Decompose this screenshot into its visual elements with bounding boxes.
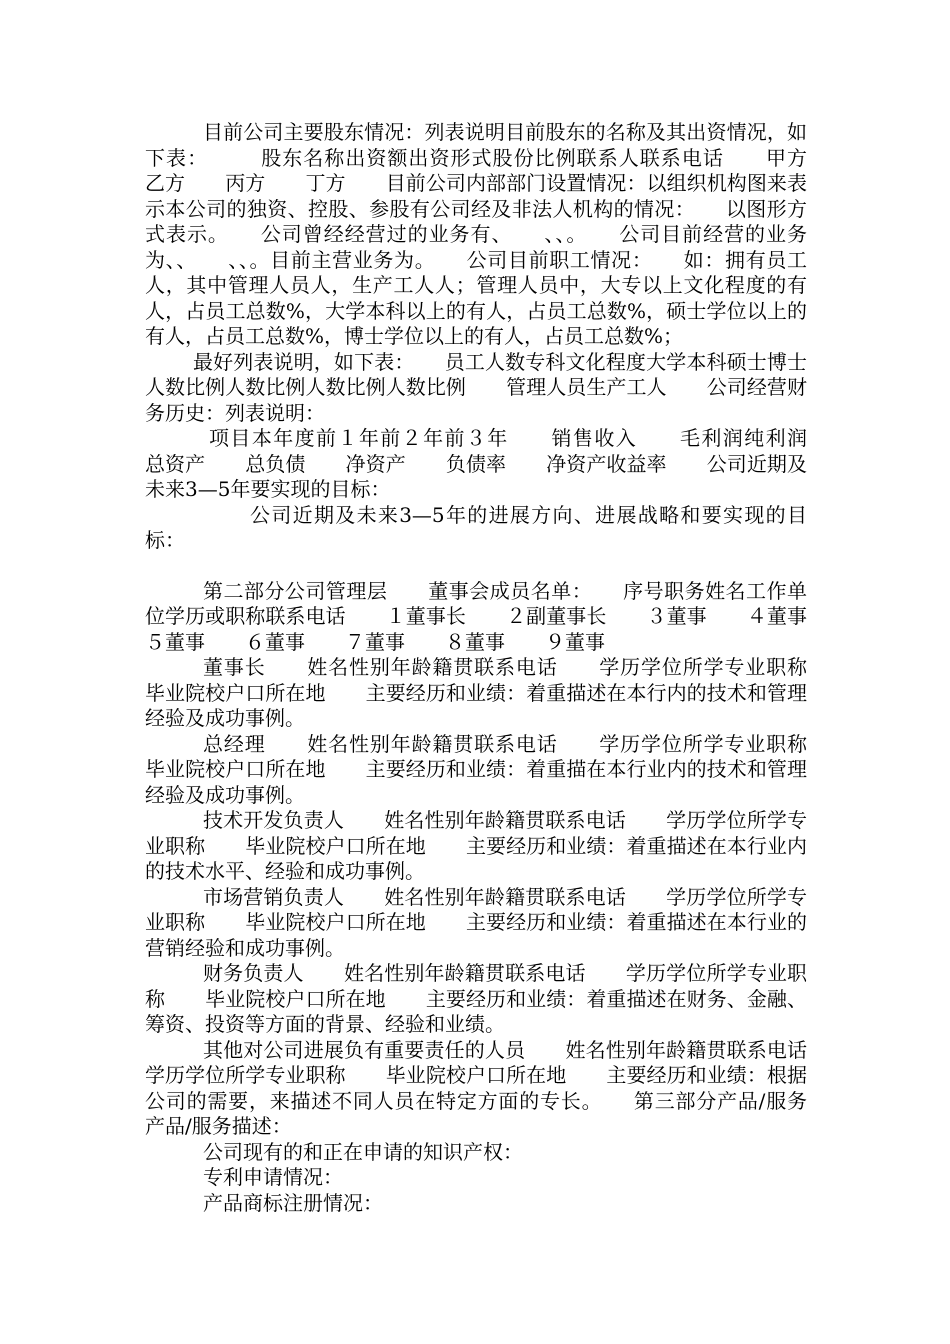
paragraph-shareholders: 目前公司主要股东情况：列表说明目前股东的名称及其出资情况，如下表： 股东名称出资额出资形式股份比例联系人联系电话 甲方 乙方 丙方 丁方 目前公司内部部门设置情况：以组织机构图来表示本公司的独资、控股、参股有公司经及非法人机构的情况： 以图形方式表示。 公司曾经经营过的业务有、 、、。 公司目前经营的业务为、、 、、。目前主营业务为。 公司目前职工情况： 如：拥有员工人，其中管理人员人，生产工人人；管理人员中，大专以上文化程度的有人，占员工总数%，大学本科以上的有人，占员工总数%，硕士学位以上的有人，占员工总数%，博士学位以上的有人，占员工总数%； xyxy=(145,120,847,348)
paragraph-finance-lead: 财务负责人 姓名性别年龄籍贯联系电话 学历学位所学专业职称 毕业院校户口所在地 主要经历和业绩：着重描述在财务、金融、筹资、投资等方面的背景、经验和业绩。 xyxy=(145,961,807,1036)
paragraph-trademark: 产品商标注册情况： xyxy=(203,1190,383,1215)
paragraph-management-section: 第二部分公司管理层 董事会成员名单： 序号职务姓名工作单位学历或职称联系电话 １董事长 ２副董事长 ３董事 ４董事 ５董事 ６董事 ７董事 ８董事 ９董事 xyxy=(145,578,847,654)
paragraph-chairman: 董事长 姓名性别年龄籍贯联系电话 学历学位所学专业职称 毕业院校户口所在地 主要经历和业绩：着重描述在本行内的技术和管理经验及成功事例。 xyxy=(145,655,847,730)
paragraph-ip: 公司现有的和正在申请的知识产权： xyxy=(203,1139,523,1164)
paragraph-tech-lead: 技术开发负责人 姓名性别年龄籍贯联系电话 学历学位所学专业职称 毕业院校户口所在地 主要经历和业绩：着重描述在本行业内的技术水平、经验和成功事例。 xyxy=(145,808,807,883)
paragraph-patent: 专利申请情况： xyxy=(203,1165,343,1189)
paragraph-other-staff: 其他对公司进展负有重要责任的人员 姓名性别年龄籍贯联系电话 学历学位所学专业职称 毕业院校户口所在地 主要经历和业绩：根据公司的需要，来描述不同人员在特定方面的专长。 第三部分产品/服务 产品/服务描述： xyxy=(145,1037,847,1138)
paragraph-finance-history: 项目本年度前１年前２年前３年 销售收入 毛利润纯利润 总资产 总负债 净资产 负债率 净资产收益率 公司近期及未来3—5年要实现的目标： xyxy=(145,426,847,501)
paragraph-marketing-lead: 市场营销负责人 姓名性别年龄籍贯联系电话 学历学位所学专业职称 毕业院校户口所在地 主要经历和业绩：着重描述在本行业的营销经验和成功事例。 xyxy=(145,884,807,960)
paragraph-development-goals: 公司近期及未来3—5年的进展方向、进展战略和要实现的目标： xyxy=(145,502,807,552)
paragraph-staff-table: 最好列表说明，如下表： 员工人数专科文化程度大学本科硕士博士 人数比例人数比例人数比例人数比例 管理人员生产工人 公司经营财务历史：列表说明： xyxy=(145,349,847,425)
document-body xyxy=(145,120,847,1216)
paragraph-gap xyxy=(145,554,807,579)
paragraph-general-manager: 总经理 姓名性别年龄籍贯联系电话 学历学位所学专业职称 毕业院校户口所在地 主要经历和业绩：着重描在本行业内的技术和管理经验及成功事例。 xyxy=(145,731,847,807)
